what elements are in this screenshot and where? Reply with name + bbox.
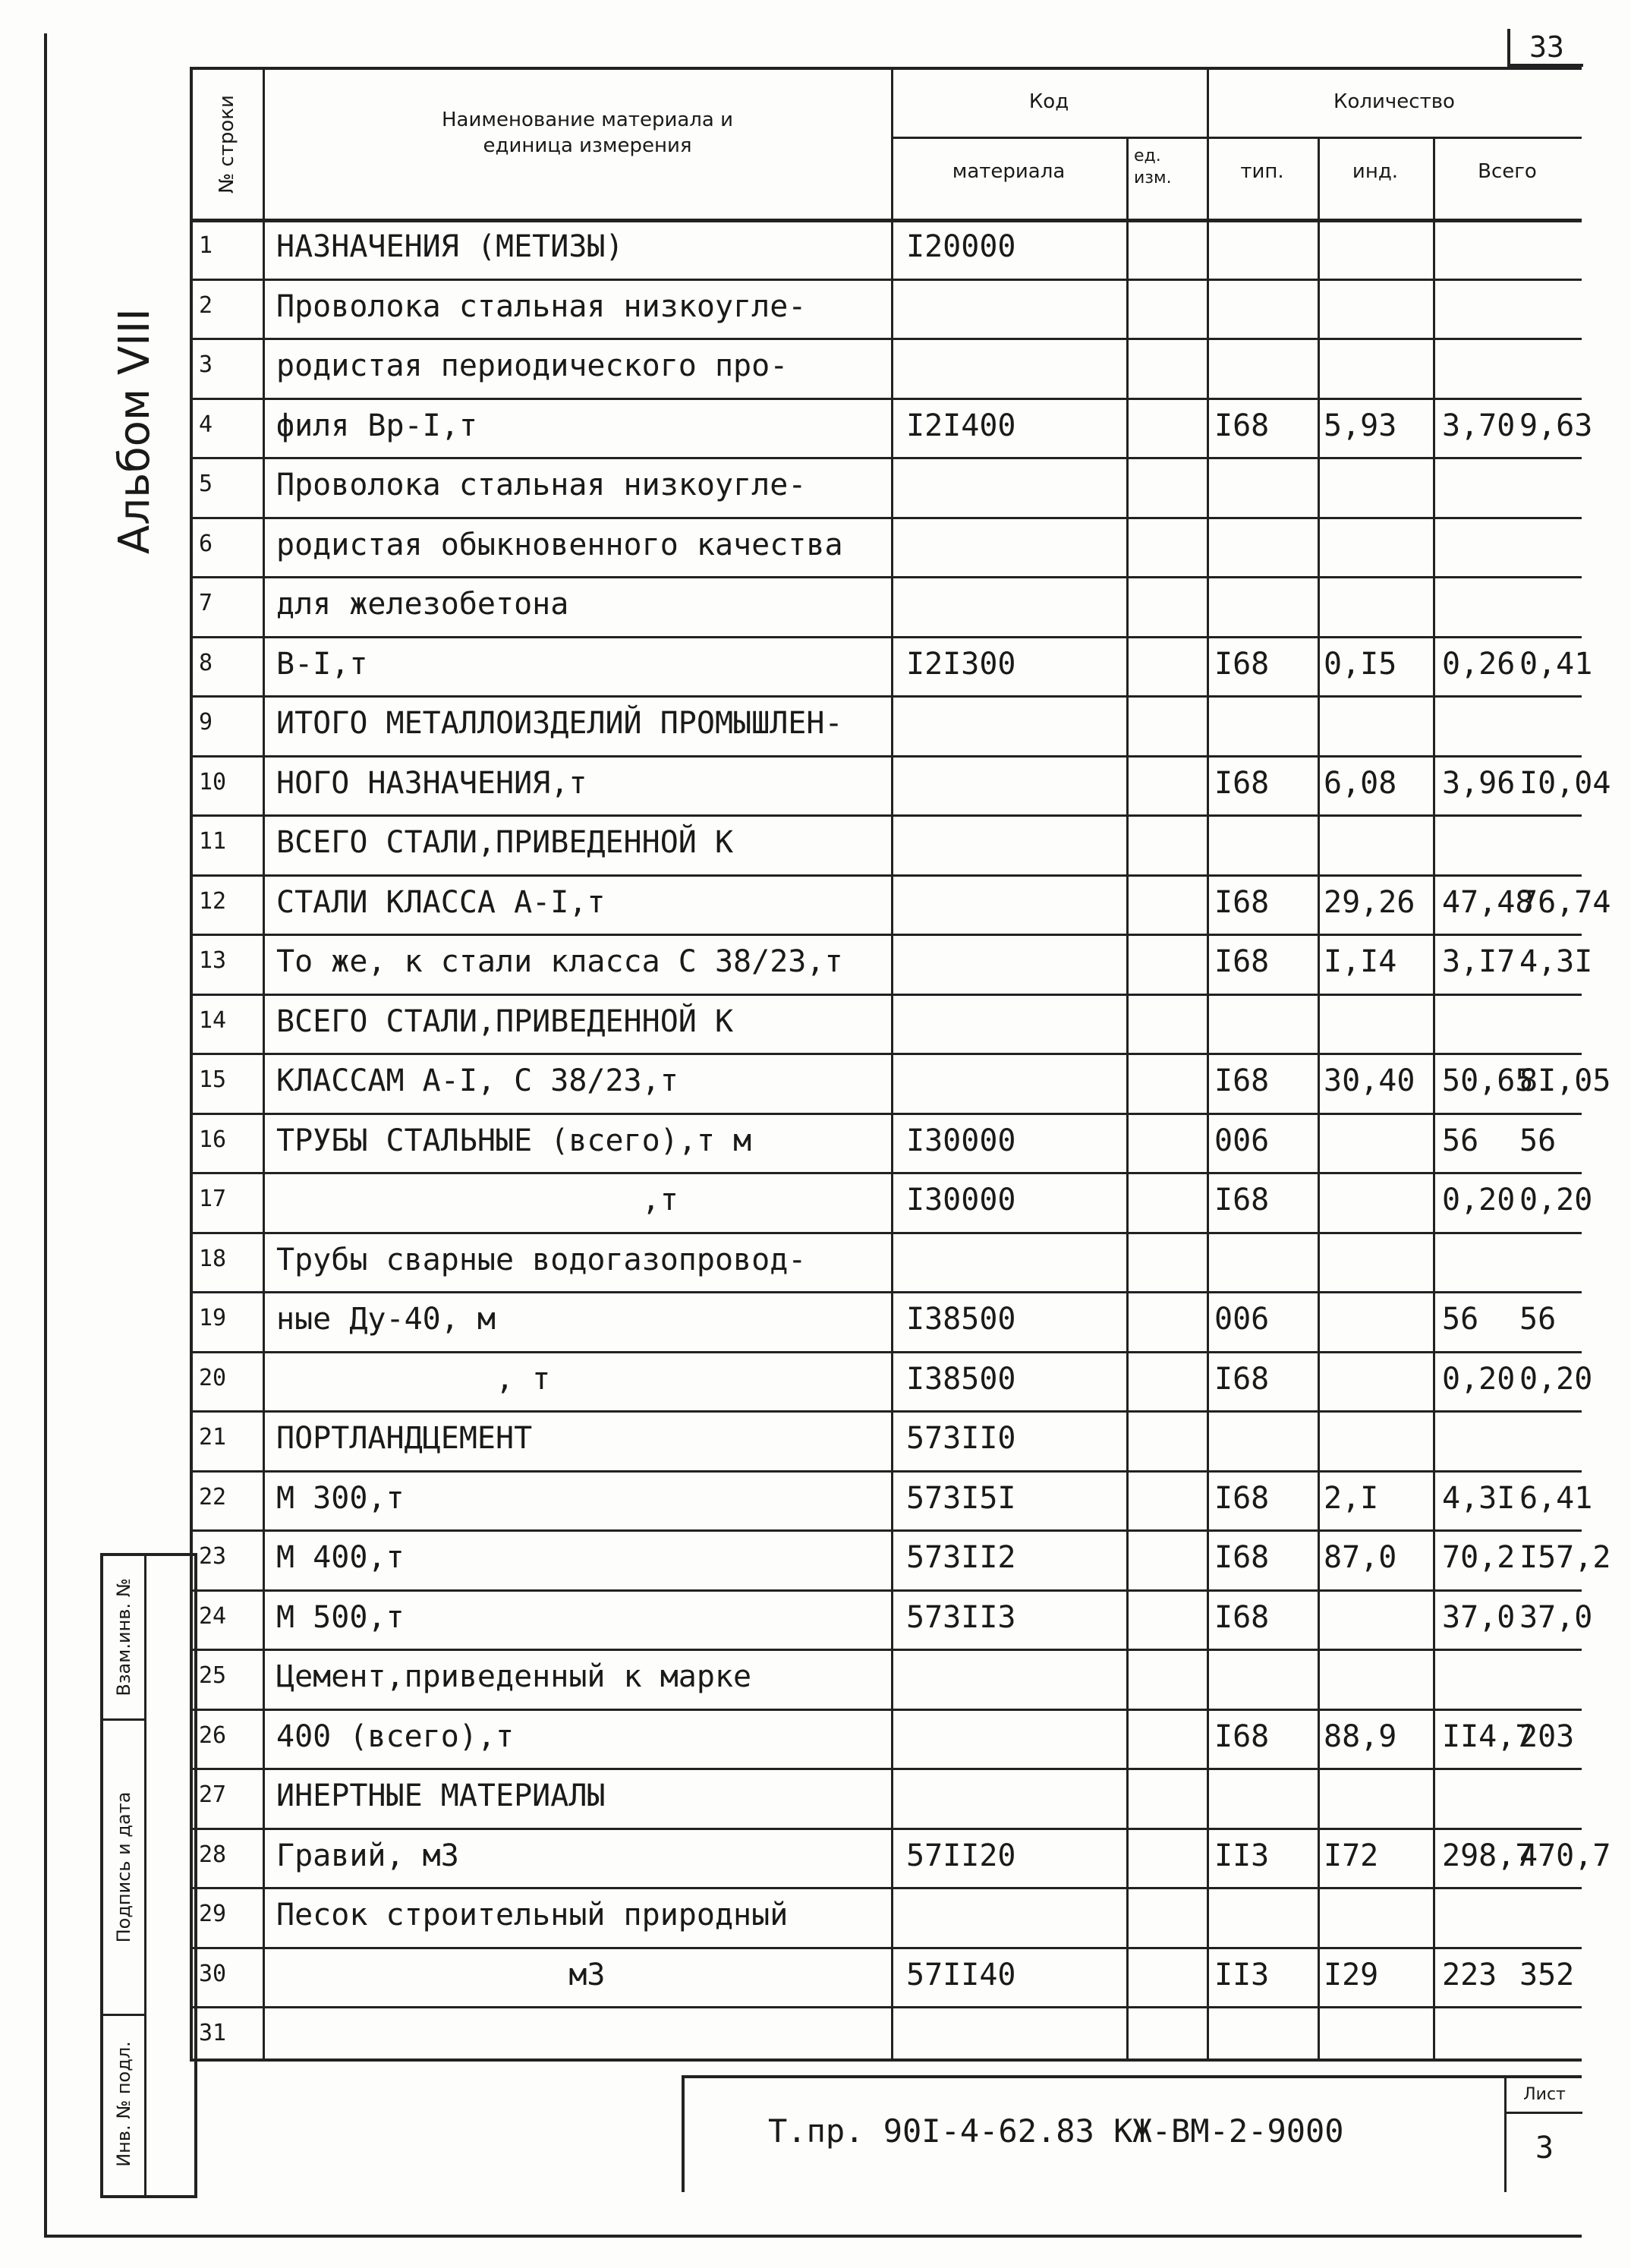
row-number: 31: [199, 2020, 227, 2046]
row-divider: [193, 1649, 1582, 1651]
cell-total: 9,63: [1519, 408, 1593, 443]
row-divider: [193, 338, 1582, 340]
cell-unit: 006: [1214, 1302, 1270, 1337]
cell-name: ИНЕРТНЫЕ МАТЕРИАЛЫ: [276, 1778, 606, 1813]
row-number: 20: [199, 1364, 227, 1391]
cell-ind: 0,20: [1442, 1361, 1516, 1397]
col-divider-name: [891, 70, 893, 2059]
cell-name: ,т: [276, 1183, 679, 1217]
cell-unit: I68: [1214, 1540, 1270, 1575]
row-divider: [193, 1709, 1582, 1711]
cell-name: для железобетона: [276, 587, 569, 622]
cell-name: Проволока стальная низкоугле-: [276, 288, 807, 324]
sheet-label: Лист: [1507, 2078, 1582, 2114]
row-divider: [193, 576, 1582, 578]
row-divider: [193, 1113, 1582, 1115]
cell-name: НОГО НАЗНАЧЕНИЯ,т: [276, 765, 587, 801]
cell-unit: I68: [1214, 1599, 1270, 1635]
cell-total: I57,2: [1519, 1540, 1611, 1575]
col-divider-code: [1126, 137, 1129, 2059]
cell-typ: 6,08: [1324, 765, 1397, 801]
row-divider: [193, 1529, 1582, 1532]
header-bottom-line: [193, 219, 1582, 222]
row-number: 15: [199, 1066, 227, 1093]
row-divider: [193, 636, 1582, 638]
cell-name: родистая периодического про-: [276, 348, 789, 383]
row-number: 8: [199, 649, 213, 676]
materials-table: [190, 67, 1611, 2062]
row-number: 28: [199, 1841, 227, 1868]
cell-code: 57II20: [906, 1838, 1016, 1873]
header-code-material: материала: [952, 160, 1066, 183]
cell-unit: II3: [1214, 1838, 1270, 1873]
sheet-box: [1504, 2078, 1582, 2192]
cell-ind: 3,I7: [1442, 944, 1516, 979]
row-number: 7: [199, 590, 213, 616]
row-divider: [193, 457, 1582, 459]
cell-ind: 298,7: [1442, 1838, 1534, 1873]
cell-code: I30000: [906, 1123, 1016, 1158]
cell-name: М 300,т: [276, 1480, 405, 1516]
cell-name: ТРУБЫ СТАЛЬНЫЕ (всего),т м: [276, 1123, 752, 1158]
row-divider: [193, 1589, 1582, 1592]
row-divider: [193, 1172, 1582, 1174]
row-number: 12: [199, 887, 227, 915]
cell-code: I2I400: [906, 408, 1016, 443]
cell-ind: 223: [1442, 1957, 1497, 1992]
cell-total: I0,04: [1519, 765, 1611, 801]
row-number: 14: [199, 1006, 227, 1034]
cell-total: 203: [1519, 1718, 1575, 1754]
row-divider: [193, 398, 1582, 400]
cell-ind: 0,26: [1442, 646, 1516, 682]
cell-unit: I68: [1214, 1183, 1270, 1217]
col-divider-typ: [1318, 137, 1320, 2059]
cell-code: 573II2: [906, 1540, 1016, 1575]
cell-code: I2I300: [906, 646, 1016, 682]
row-number: 22: [199, 1483, 227, 1510]
row-number: 21: [199, 1424, 227, 1451]
cell-name: То же, к стали класса С 38/23,т: [276, 944, 843, 979]
cell-ind: 56: [1442, 1302, 1479, 1337]
row-divider: [193, 1291, 1582, 1293]
row-number: 25: [199, 1662, 227, 1689]
cell-name: ные Ду-40, м: [276, 1302, 496, 1337]
cell-ind: 4,3I: [1442, 1480, 1516, 1516]
row-number: 17: [199, 1186, 227, 1212]
cell-ind: 37,0: [1442, 1599, 1516, 1635]
cell-unit: I68: [1214, 1480, 1270, 1516]
cell-code: I20000: [906, 229, 1016, 264]
cell-ind: 47,48: [1442, 884, 1534, 920]
cell-name: НАЗНАЧЕНИЯ (МЕТИЗЫ): [276, 229, 624, 264]
row-number: 18: [199, 1245, 227, 1272]
cell-total: 56: [1519, 1302, 1557, 1337]
cell-total: 0,20: [1519, 1361, 1593, 1397]
cell-typ: 2,I: [1324, 1480, 1379, 1516]
cell-unit: I68: [1214, 646, 1270, 682]
cell-code: I38500: [906, 1361, 1016, 1397]
cell-name: Песок строительный природный: [276, 1898, 789, 1933]
row-divider: [193, 874, 1582, 877]
row-number: 16: [199, 1126, 227, 1153]
side-panel-divider: [144, 1556, 146, 2195]
cell-unit: II3: [1214, 1957, 1270, 1992]
cell-name: Проволока стальная низкоугле-: [276, 468, 807, 502]
cell-total: 0,41: [1519, 646, 1593, 682]
side-field-signature-date: Подпись и дата: [103, 1721, 144, 2016]
row-number: 9: [199, 709, 213, 736]
cell-code: 573I5I: [906, 1480, 1016, 1516]
cell-name: ИТОГО МЕТАЛЛОИЗДЕЛИЙ ПРОМЫШЛЕН-: [276, 706, 843, 741]
cell-name: Трубы сварные водогазопровод-: [276, 1242, 807, 1277]
cell-code: 573II0: [906, 1421, 1016, 1456]
title-block-stamp: [682, 2075, 1582, 2192]
row-divider: [193, 1887, 1582, 1889]
cell-ind: II4,7: [1442, 1718, 1534, 1754]
cell-name: ВСЕГО СТАЛИ,ПРИВЕДЕННОЙ К: [276, 1003, 734, 1039]
header-qty-ind: инд.: [1352, 160, 1399, 183]
document-code: Т.пр. 90I-4-62.83 КЖ-ВМ-2-9000: [768, 2112, 1344, 2150]
row-divider: [193, 1947, 1582, 1949]
cell-typ: 88,9: [1324, 1718, 1397, 1754]
row-divider: [193, 1470, 1582, 1473]
row-divider: [193, 517, 1582, 519]
cell-code: I30000: [906, 1183, 1016, 1217]
row-divider: [193, 2006, 1582, 2008]
cell-name: филя Вр-I,т: [276, 408, 477, 443]
row-number: 13: [199, 947, 227, 974]
cell-ind: 3,70: [1442, 408, 1516, 443]
cell-name: ПОРТЛАНДЦЕМЕНТ: [276, 1421, 533, 1456]
cell-unit: I68: [1214, 944, 1270, 979]
cell-typ: 5,93: [1324, 408, 1397, 443]
row-number: 2: [199, 291, 213, 319]
sheet-number: 3: [1535, 2131, 1554, 2166]
row-number: 23: [199, 1543, 227, 1570]
row-divider: [193, 1768, 1582, 1770]
row-number: 1: [199, 232, 213, 259]
cell-typ: I,I4: [1324, 944, 1397, 979]
cell-unit: I68: [1214, 1718, 1270, 1754]
cell-name: КЛАССАМ А-I, С 38/23,т: [276, 1063, 679, 1098]
header-qty-typ: тип.: [1240, 160, 1284, 183]
header-qty-group: Количество: [1333, 90, 1455, 113]
side-field-orig-inv: Инв. № подл.: [113, 2041, 134, 2167]
cell-name: Гравий, м3: [276, 1838, 459, 1873]
cell-total: 4,3I: [1519, 944, 1593, 979]
cell-total: 352: [1519, 1957, 1575, 1992]
row-divider: [193, 279, 1582, 281]
cell-typ: 0,I5: [1324, 646, 1397, 682]
cell-name: СТАЛИ КЛАССА А-I,т: [276, 884, 606, 920]
header-code-group: Код: [1028, 90, 1069, 113]
side-field-replace-inv: Взам.инв. №: [103, 1556, 144, 1721]
cell-ind: 50,65: [1442, 1063, 1534, 1098]
cell-ind: 56: [1442, 1123, 1479, 1158]
cell-total: 470,7: [1519, 1838, 1611, 1873]
cell-typ: 29,26: [1324, 884, 1415, 920]
row-number: 4: [199, 411, 213, 438]
header-qty-total: Всего: [1478, 160, 1537, 183]
cell-typ: 87,0: [1324, 1540, 1397, 1575]
cell-total: 76,74: [1519, 884, 1611, 920]
cell-name: Цемент,приведенный к марке: [276, 1659, 752, 1694]
cell-typ: I72: [1324, 1838, 1379, 1873]
cell-total: 6,41: [1519, 1480, 1593, 1516]
cell-name: М 500,т: [276, 1599, 405, 1635]
cell-total: 37,0: [1519, 1599, 1593, 1635]
row-number: 3: [199, 351, 213, 378]
row-divider: [193, 1053, 1582, 1055]
row-divider: [193, 1232, 1582, 1234]
side-panel: [100, 1553, 197, 2198]
cell-name: родистая обыкновенного качества: [276, 527, 843, 562]
row-divider: [193, 934, 1582, 936]
cell-typ: I29: [1324, 1957, 1379, 1992]
row-number: 19: [199, 1305, 227, 1331]
cell-unit: I68: [1214, 1361, 1270, 1397]
header-rownum: № строки: [216, 95, 239, 194]
row-divider: [193, 1351, 1582, 1353]
cell-ind: 3,96: [1442, 765, 1516, 801]
row-number: 30: [199, 1960, 227, 1987]
cell-unit: I68: [1214, 765, 1270, 801]
row-number: 26: [199, 1721, 227, 1749]
header-subline: [891, 137, 1582, 139]
row-number: 29: [199, 1901, 227, 1927]
cell-name: М 400,т: [276, 1540, 405, 1575]
cell-ind: 0,20: [1442, 1183, 1516, 1217]
cell-code: 573II3: [906, 1599, 1016, 1635]
col-divider-ind: [1433, 137, 1435, 2059]
row-divider: [193, 814, 1582, 817]
sheet-corner-number: 33: [1507, 29, 1583, 67]
cell-ind: 70,2: [1442, 1540, 1516, 1575]
row-divider: [193, 1828, 1582, 1830]
header-name: Наименование материала и единица измерения: [441, 109, 734, 157]
cell-code: I38500: [906, 1302, 1016, 1337]
cell-unit: I68: [1214, 408, 1270, 443]
row-divider: [193, 1410, 1582, 1413]
cell-total: 8I,05: [1519, 1063, 1611, 1098]
cell-name: 400 (всего),т: [276, 1718, 515, 1754]
row-number: 6: [199, 530, 213, 557]
row-number: 5: [199, 471, 213, 497]
cell-name: ВСЕГО СТАЛИ,ПРИВЕДЕННОЙ К: [276, 825, 734, 860]
album-label: Альбом VIII: [110, 308, 159, 554]
cell-name: м3: [276, 1957, 606, 1992]
cell-name: В-I,т: [276, 646, 368, 682]
cell-name: , т: [276, 1361, 551, 1397]
header-code-unit: ед. изм.: [1134, 146, 1172, 187]
cell-unit: I68: [1214, 1063, 1270, 1098]
cell-code: 57II40: [906, 1957, 1016, 1992]
row-number: 10: [199, 768, 227, 795]
cell-total: 56: [1519, 1123, 1557, 1158]
row-number: 24: [199, 1602, 227, 1630]
row-divider: [193, 695, 1582, 698]
row-divider: [193, 994, 1582, 996]
row-number: 11: [199, 828, 227, 855]
cell-unit: I68: [1214, 884, 1270, 920]
col-divider-rownum: [263, 70, 265, 2059]
cell-unit: 006: [1214, 1123, 1270, 1158]
cell-typ: 30,40: [1324, 1063, 1415, 1098]
col-divider-unit: [1207, 70, 1209, 2059]
cell-total: 0,20: [1519, 1183, 1593, 1217]
row-divider: [193, 755, 1582, 758]
row-number: 27: [199, 1781, 227, 1808]
